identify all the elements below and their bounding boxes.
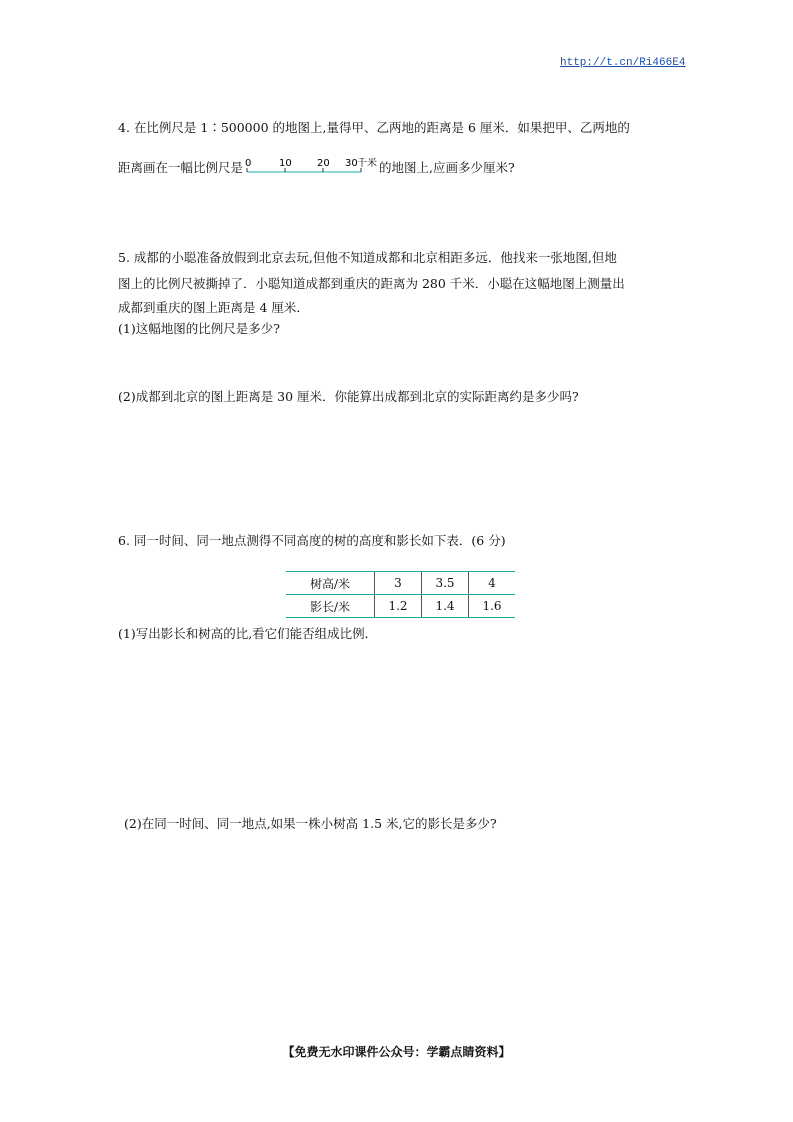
scale-label-0: 0	[245, 158, 252, 169]
q4-line2-after: 的地图上,应画多少厘米?	[379, 160, 515, 175]
q5-line1: 5. 成都的小聪准备放假到北京去玩,但他不知道成都和北京相距多远．他找来一张地图,但地	[118, 250, 617, 265]
q4-line1: 4. 在比例尺是 1∶500000 的地图上,量得甲、乙两地的距离是 6 厘米．如果把甲、乙两地的	[118, 120, 630, 135]
table-row	[286, 572, 515, 595]
q6-line1: 6. 同一时间、同一地点测得不同高度的树的高度和影长如下表．(6 分)	[118, 533, 506, 548]
q5-sub2: (2)成都到北京的图上距离是 30 厘米．你能算出成都到北京的实际距离约是多少吗?	[118, 389, 579, 404]
q4-line2	[118, 158, 515, 178]
scale-unit: 千米	[357, 158, 378, 169]
table-cell: 1.2	[375, 595, 422, 618]
scale-label-30: 30	[345, 158, 358, 169]
header-link[interactable]: http://t.cn/Ri466E4	[560, 57, 686, 69]
table-cell: 3	[375, 572, 422, 595]
table-cell: 3.5	[422, 572, 469, 595]
table-cell: 4	[469, 572, 516, 595]
table-cell: 1.4	[422, 595, 469, 618]
table-row	[286, 595, 515, 618]
table-header-cell: 影长/米	[286, 595, 375, 618]
q5-line3: 成都到重庆的图上距离是 4 厘米．	[118, 300, 309, 315]
q5-sub1: (1)这幅地图的比例尺是多少?	[118, 321, 280, 336]
scale-label-10: 10	[279, 158, 292, 169]
footer-note: 【免费无水印课件公众号：学霸点睛资料】	[282, 1045, 511, 1059]
q6-sub1: (1)写出影长和树高的比,看它们能否组成比例．	[118, 626, 378, 641]
q6-sub2: (2)在同一时间、同一地点,如果一株小树高 1.5 米,它的影长是多少?	[124, 816, 497, 831]
q5-line2: 图上的比例尺被撕掉了．小聪知道成都到重庆的距离为 280 千米．小聪在这幅地图上测量出	[118, 276, 625, 291]
table-header-cell: 树高/米	[286, 572, 375, 595]
scale-label-20: 20	[317, 158, 330, 169]
scale-bar	[245, 158, 377, 178]
table-cell: 1.6	[469, 595, 516, 618]
q4-line2-before: 距离画在一幅比例尺是	[118, 160, 244, 175]
tree-shadow-table	[286, 571, 515, 618]
